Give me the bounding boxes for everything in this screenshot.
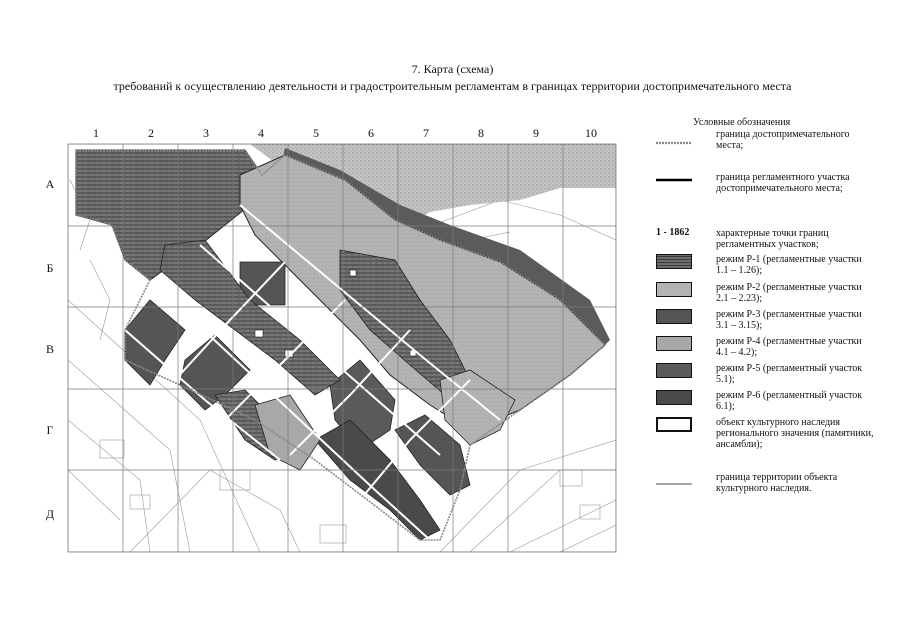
legend-text-r5: режим Р-5 (регламентный участок 5.1); (716, 363, 863, 385)
grid-col-label: 6 (368, 126, 374, 140)
legend-swatch-r2 (656, 282, 692, 297)
legend-text-points: характерные точки границ регламентных участков; (716, 228, 829, 250)
legend-swatch-r4 (656, 336, 692, 351)
legend-text-heritage: объект культурного наследия регионального значения (памятники, ансамбли); (716, 417, 874, 450)
grid-row-label: Б (46, 261, 54, 275)
heritage-object[interactable] (255, 330, 263, 337)
grid-col-label: 9 (533, 126, 539, 140)
map-subtitle: требований к осуществлению деятельности и градостроительным регламентам в границах территории достопримечательного места (113, 79, 792, 93)
grid-col-label: 5 (313, 126, 319, 140)
legend-swatch-r5 (656, 363, 692, 378)
grid-col-label: 1 (93, 126, 99, 140)
legend-text-r3: режим Р-3 (регламентные участки 3.1 – 3.15); (716, 309, 862, 331)
legend-text-boundary-site: граница достопримечательного места; (716, 129, 850, 151)
legend-text-heritage-boundary: граница территории объекта культурного наследия. (716, 472, 838, 494)
legend-text-r4: режим Р-4 (регламентные участки 4.1 – 4.2); (716, 336, 862, 358)
legend-text-r6: режим Р-6 (регламентный участок 6.1); (716, 390, 863, 412)
map-area (68, 144, 616, 552)
grid-col-label: 4 (258, 126, 264, 140)
grid-col-label: 10 (585, 126, 597, 140)
grid-row-label: Г (46, 423, 54, 437)
grid-row-label: А (45, 177, 55, 191)
legend-swatch-heritage (656, 417, 692, 432)
grid-col-label: 8 (478, 126, 484, 140)
grid-col-label: 3 (203, 126, 209, 140)
grid-col-label: 2 (148, 126, 154, 140)
legend-text-r2: режим Р-2 (регламентные участки 2.1 – 2.23); (716, 282, 862, 304)
legend-points-symbol: 1 - 1862 (656, 227, 690, 238)
grid-col-label: 7 (423, 126, 429, 140)
legend-swatch-r1 (656, 254, 692, 269)
legend-text-r1: режим Р-1 (регламентные участки 1.1 – 1.26); (716, 254, 862, 276)
legend-swatch-r3 (656, 309, 692, 324)
heritage-object[interactable] (350, 270, 356, 276)
grid-row-label: В (45, 342, 54, 356)
map-title: 7. Карта (схема) (411, 62, 494, 76)
legend-title: Условные обозначения (693, 117, 791, 128)
grid-row-label: Д (45, 507, 55, 521)
legend-text-boundary-zone: граница регламентного участка достопримечательного места; (716, 172, 850, 194)
legend-swatch-r6 (656, 390, 692, 405)
